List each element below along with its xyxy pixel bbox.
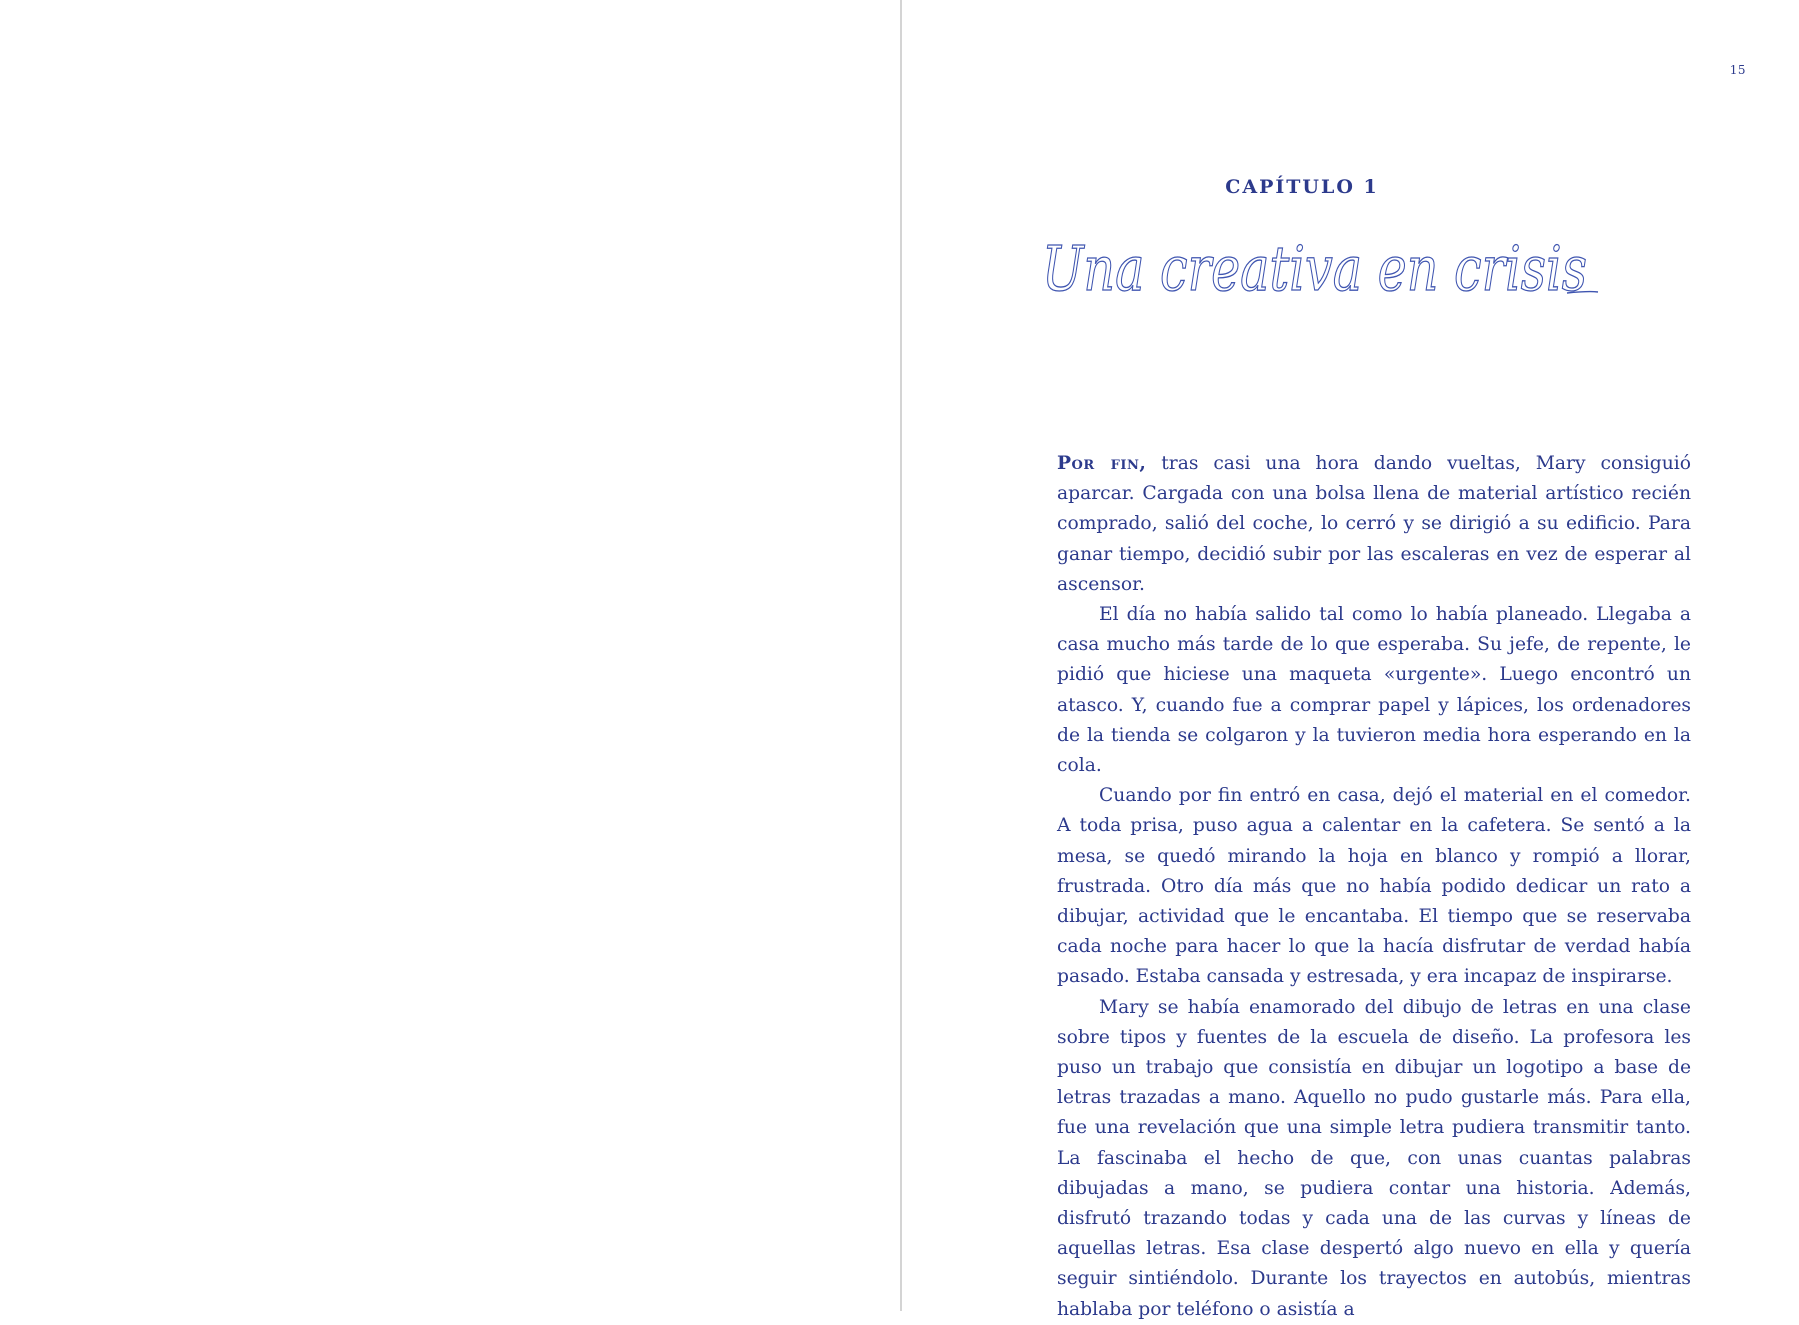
left-page-blank <box>0 0 900 1311</box>
chapter-body <box>1057 448 1691 1325</box>
chapter-label: CAPÍTULO 1 <box>1225 176 1379 198</box>
lead-in-phrase: Por fin, <box>1057 452 1147 474</box>
paragraph-3: Cuando por fin entró en casa, dejó el material en el comedor. A toda prisa, puso agua a calentar en la cafetera. Se sentó a la mesa, se quedó mirando la hoja en blanco y rompió a llorar, frustrada. Otro día más que no había podido dedicar un rato a dibujar, actividad que le encantaba. El tiempo que se reservaba cada noche para hacer lo que la hacía disfrutar de verdad había pasado. Estaba cansada y estresada, y era incapaz de inspirarse. <box>1057 785 1691 988</box>
paragraph-2: El día no había salido tal como lo había planeado. Llegaba a casa mucho más tarde de lo que esperaba. Su jefe, de repente, le pidió que hiciese una maqueta «urgente». Luego encontró un atasco. Y, cuando fue a comprar papel y lápices, los ordenadores de la tienda se colgaron y la tuvieron media hora esperando en la cola. <box>1057 604 1691 777</box>
chapter-title-handwritten <box>1042 230 1602 320</box>
right-page <box>902 0 1799 1320</box>
paragraph-1-text: tras casi una hora dando vueltas, Mary consiguió aparcar. Cargada con una bolsa llena de material artístico recién comprado, salió del coche, lo cerró y se dirigió a su edificio. Para ganar tiempo, decidió subir por las escaleras en vez de esperar al ascensor. <box>1057 453 1691 595</box>
paragraph-1 <box>1057 448 1691 600</box>
chapter-title-text: Una creativa en crisis <box>1042 232 1587 305</box>
page-number: 15 <box>1729 63 1746 77</box>
paragraph-4: Mary se había enamorado del dibujo de letras en una clase sobre tipos y fuentes de la escuela de diseño. La profesora les puso un trabajo que consistía en dibujar un logotipo a base de letras trazadas a mano. Aquello no pudo gustarle más. Para ella, fue una revelación que una simple letra pudiera transmitir tanto. La fascinaba el hecho de que, con unas cuantas palabras dibujadas a mano, se pudiera contar una historia. Además, disfrutó trazando todas y cada una de las curvas y líneas de aquellas letras. Esa clase despertó algo nuevo en ella y quería seguir sintiéndolo. Durante los trayectos en autobús, mientras hablaba por teléfono o asistía a <box>1057 996 1691 1320</box>
